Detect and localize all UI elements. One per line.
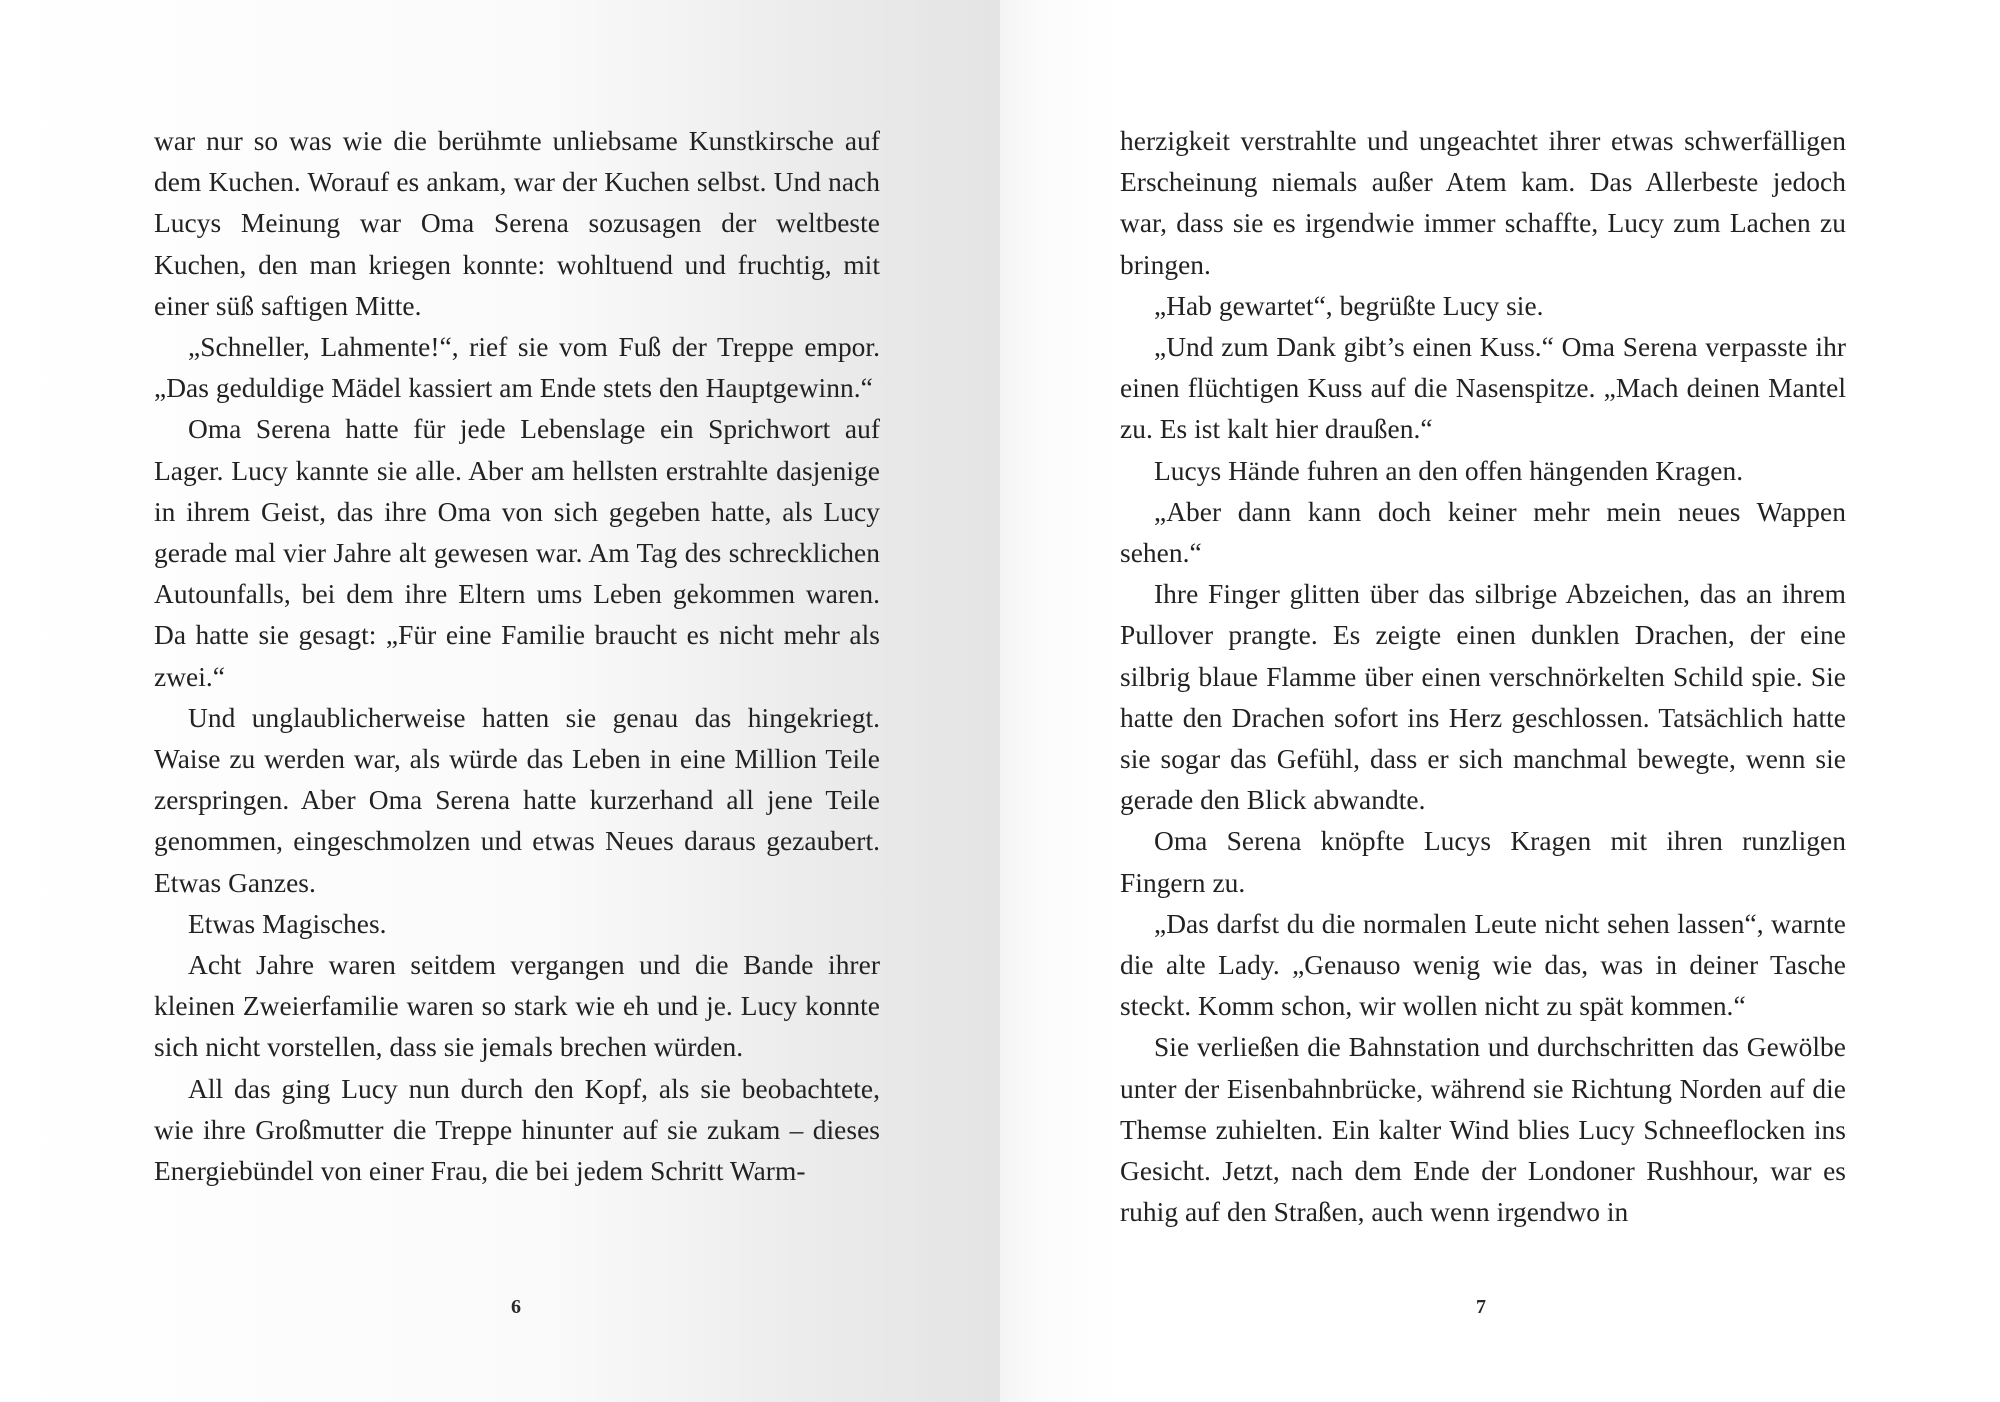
paragraph: All das ging Lucy nun durch den Kopf, als sie beobachtete, wie ihre Großmutter die Treppe hinunter auf sie zukam – dieses Energiebündel von einer Frau, die bei jedem Schritt Warm- — [154, 1073, 880, 1187]
paragraph: Lucys Hände fuhren an den offen hängenden Kragen. — [1154, 455, 1744, 486]
right-page-text — [1120, 121, 1846, 1233]
paragraph: „Hab gewartet“, begrüßte Lucy sie. — [1154, 290, 1544, 321]
paragraph: Oma Serena hatte für jede Lebenslage ein Sprichwort auf Lager. Lucy kannte sie alle. Aber am hellsten erstrahlte dasjenige in ihrem Geist, das ihre Oma von sich gegeben hatte, als Lucy gerade mal vier Jahre alt gewesen war. Am Tag des schrecklichen Autounfalls, bei dem ihre Eltern ums Leben gekommen waren. Da hatte sie gesagt: „Für eine Familie braucht es nicht mehr als zwei.“ — [154, 414, 880, 692]
page-number-right: 7 — [1476, 1296, 1486, 1318]
paragraph: herzigkeit verstrahlte und ungeachtet ihrer etwas schwerfälligen Erscheinung niemals außer Atem kam. Das Allerbeste jedoch war, dass sie es irgendwie immer schaffte, Lucy zum Lachen zu bringen. — [1120, 126, 1846, 280]
paragraph: „Das darfst du die normalen Leute nicht sehen lassen“, warnte die alte Lady. „Genauso wenig wie das, was in deiner Tasche steckt. Komm schon, wir wollen nicht zu spät kommen.“ — [1120, 908, 1846, 1022]
paragraph: „Und zum Dank gibt’s einen Kuss.“ Oma Serena verpasste ihr einen flüchtigen Kuss auf die Nasenspitze. „Mach deinen Mantel zu. Es ist kalt hier draußen.“ — [1120, 332, 1846, 445]
right-page — [1000, 0, 2000, 1402]
paragraph: war nur so was wie die berühmte unliebsame Kunstkirsche auf dem Kuchen. Worauf es ankam, war der Kuchen selbst. Und nach Lucys Meinung war Oma Serena sozusagen der weltbeste Kuchen, den man kriegen konnte: wohltuend und fruchtig, mit einer süß saftigen Mitte. — [154, 126, 880, 321]
paragraph: Ihre Finger glitten über das silbrige Abzeichen, das an ihrem Pullover prangte. Es zeigte einen dunklen Drachen, der eine silbrig blaue Flamme über einen verschnörkelten Schild spie. Sie hatte den Drachen sofort ins Herz geschlossen. Tatsächlich hatte sie sogar das Gefühl, dass er sich manchmal bewegte, wenn sie gerade den Blick abwandte. — [1120, 579, 1846, 816]
paragraph: Oma Serena knöpfte Lucys Kragen mit ihren runzligen Fingern zu. — [1120, 826, 1846, 898]
paragraph: Etwas Magisches. — [188, 908, 387, 939]
page-number-left: 6 — [511, 1296, 521, 1318]
paragraph: Sie verließen die Bahnstation und durchschritten das Gewölbe unter der Eisenbahnbrücke, während sie Richtung Norden auf die Themse zuhielten. Ein kalter Wind blies Lucy Schneeflocken ins Gesicht. Jetzt, nach dem Ende der Londoner Rushhour, war es ruhig auf den Straßen, auch wenn irgendwo in — [1120, 1032, 1846, 1228]
left-page-text — [154, 121, 880, 1192]
paragraph: Und unglaublicherweise hatten sie genau das hingekriegt. Waise zu werden war, als würde das Leben in eine Million Teile zerspringen. Aber Oma Serena hatte kurzerhand all jene Teile genommen, eingeschmolzen und etwas Neues daraus gezaubert. Etwas Ganzes. — [154, 702, 880, 898]
paragraph: Acht Jahre waren seitdem vergangen und die Bande ihrer kleinen Zweierfamilie waren so stark wie eh und je. Lucy konnte sich nicht vorstellen, dass sie jemals brechen würden. — [154, 950, 880, 1063]
paragraph: „Schneller, Lahmente!“, rief sie vom Fuß der Treppe empor. „Das geduldige Mädel kassiert am Ende stets den Hauptgewinn.“ — [154, 332, 880, 404]
paragraph: „Aber dann kann doch keiner mehr mein neues Wappen sehen.“ — [1120, 496, 1846, 569]
